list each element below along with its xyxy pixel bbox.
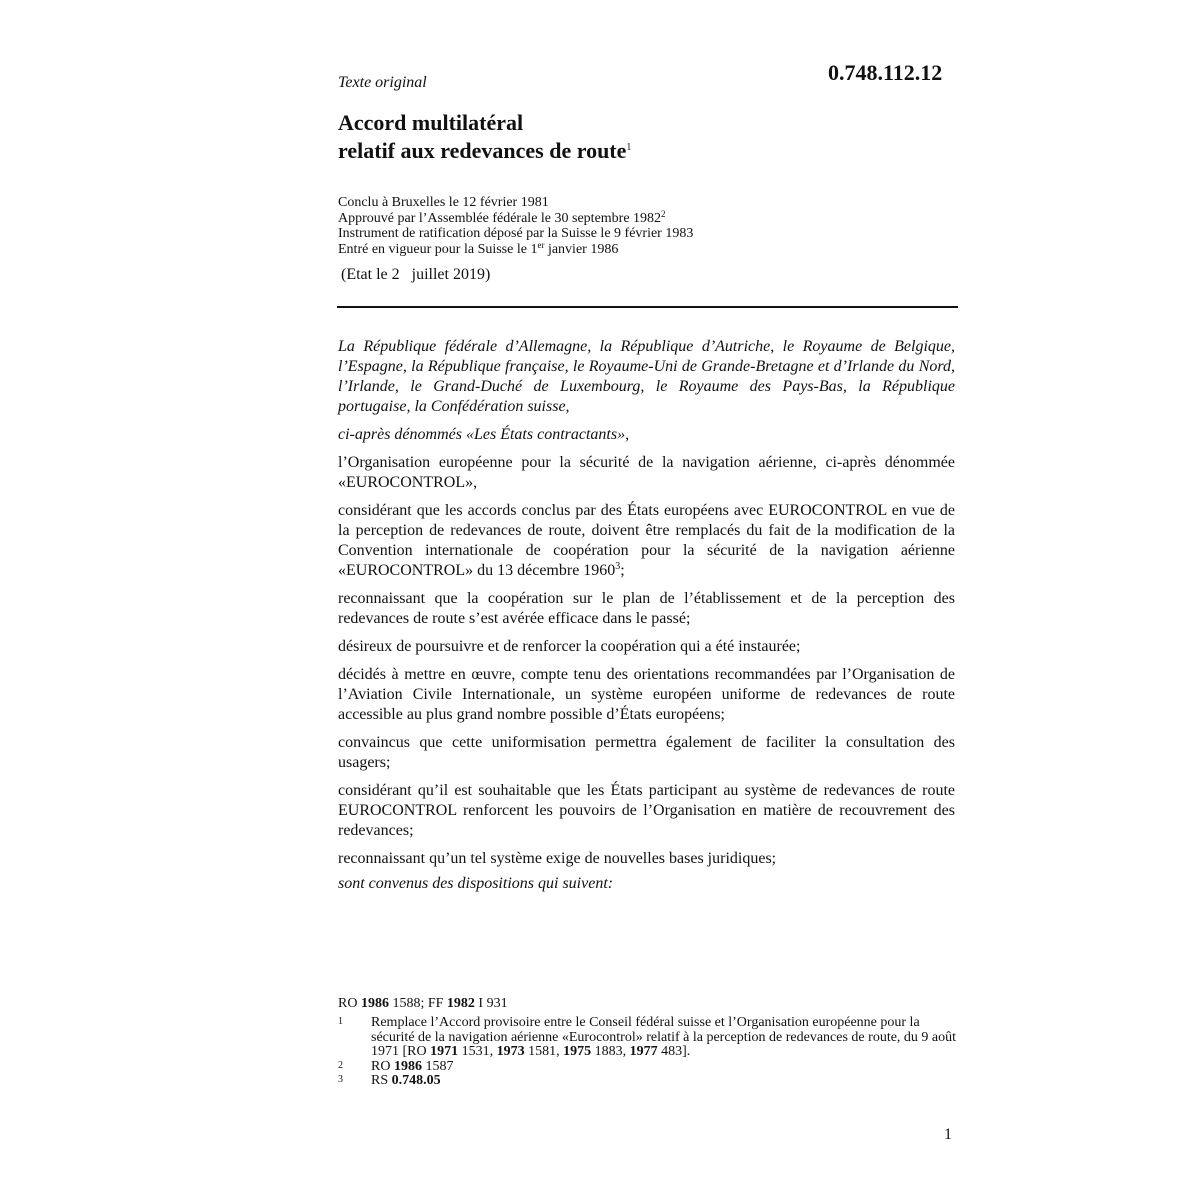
footnote-1 xyxy=(338,1016,958,1060)
title-line-1: Accord multilatéral xyxy=(338,110,524,135)
considering-1-end: ; xyxy=(620,562,625,579)
fn1-page-2: 1581, xyxy=(524,1044,564,1059)
approved-footnote-ref[interactable]: 2 xyxy=(661,208,666,219)
designated-paragraph: ci-après dénommés «Les États contractants», xyxy=(338,426,630,443)
fn3-label: RS xyxy=(371,1073,392,1088)
source-ff-year: 1982 xyxy=(446,996,475,1011)
considering-paragraph-1 xyxy=(338,501,955,581)
entry-text-before: Entré en vigueur pour la Suisse le 1 xyxy=(338,241,538,257)
source-reference xyxy=(338,996,508,1012)
title-footnote-ref[interactable]: 1 xyxy=(626,142,632,153)
footnote-1-number: 1 xyxy=(338,1016,343,1027)
preamble xyxy=(338,337,955,902)
source-ro-year: 1986 xyxy=(360,996,389,1011)
organisation-paragraph: l’Organisation européenne pour la sécurité de la navigation aérienne, ci-après dénommée «EUROCONTROL», xyxy=(338,454,955,491)
considering-1-text: considérant que les accords conclus par des États européens avec EUROCONTROL en vue de la perception de redevances de route, doivent être remplacés du fait de la modification de la Convention internationale de coopération pour la sécurité de la navigation aérienne «EUROCONTROL» du 13 décembre 1960 xyxy=(338,502,955,579)
fn2-page: 1587 xyxy=(421,1058,454,1074)
footnote-3-text xyxy=(371,1074,958,1089)
footnotes xyxy=(338,1016,958,1089)
original-text-label: Texte original xyxy=(338,74,427,91)
recognizing-paragraph-2: reconnaissant qu’un tel système exige de nouvelles bases juridiques; xyxy=(338,850,777,867)
fn2-year: 1986 xyxy=(393,1058,422,1074)
source-ff-page: I 931 xyxy=(474,996,508,1011)
concluded-line: Conclu à Bruxelles le 12 février 1981 xyxy=(338,195,549,210)
header-divider xyxy=(337,306,958,308)
footnote-3 xyxy=(338,1074,958,1089)
approved-text: Approuvé par l’Assemblée fédérale le 30 septembre 1982 xyxy=(338,210,662,226)
footnote-2 xyxy=(338,1060,958,1075)
convinced-paragraph: convaincus que cette uniformisation permettra également de faciliter la consultation des usagers; xyxy=(338,734,955,771)
considering-1-footnote-ref[interactable]: 3 xyxy=(615,561,621,572)
fn1-year-3: 1975 xyxy=(563,1044,592,1059)
fn1-page-4: 483]. xyxy=(657,1044,691,1059)
footnote-1-text xyxy=(371,1016,958,1060)
document-title xyxy=(338,110,631,163)
agreed-paragraph: sont convenus des dispositions qui suivent: xyxy=(338,875,614,892)
document-metadata xyxy=(338,195,693,257)
status-date: (Etat le 2 juillet 2019) xyxy=(341,266,491,283)
footnote-2-text xyxy=(371,1060,958,1075)
fn1-year-4: 1977 xyxy=(629,1044,658,1059)
source-ro-page: 1588; FF xyxy=(388,996,447,1011)
desiring-paragraph: désireux de poursuivre et de renforcer la coopération qui a été instaurée; xyxy=(338,638,801,655)
recognizing-paragraph-1: reconnaissant que la coopération sur le plan de l’établissement et de la perception des redevances de route s’est avérée efficace dans le passé; xyxy=(338,590,955,627)
ratification-line: Instrument de ratification déposé par la Suisse le 9 février 1983 xyxy=(338,226,694,241)
fn2-label: RO xyxy=(371,1058,394,1074)
source-ro-label: RO xyxy=(338,996,361,1011)
considering-paragraph-2: considérant qu’il est souhaitable que les États participant au système de redevances de route EUROCONTROL renforcent les pouvoirs de l’Organisation en matière de recouvrement des redevances; xyxy=(338,782,955,839)
fn1-body: Remplace l’Accord provisoire entre le Conseil fédéral suisse et l’Organisation européenne pour la sécurité de la navigation aérienne «Eurocontrol» relatif à la perception de redevances de route, du 9 août 1971 [RO xyxy=(371,1015,957,1059)
fn1-year-1: 1971 xyxy=(430,1044,459,1059)
rs-number: 0.748.112.12 xyxy=(828,60,943,85)
fn1-page-3: 1883, xyxy=(591,1044,630,1059)
page-number: 1 xyxy=(944,1126,952,1143)
title-line-2 xyxy=(338,135,631,163)
footnote-3-number: 3 xyxy=(338,1074,343,1085)
parties-paragraph: La République fédérale d’Allemagne, la République d’Autriche, le Royaume de Belgique, l’Espagne, la République française, le Royaume-Uni de Grande-Bretagne et d’Irlande du Nord, l’Irlande, le Grand-Duché de Luxembourg, le Royaume des Pays-Bas, la République portugaise, la Confédération suisse, xyxy=(338,338,955,415)
fn3-ref: 0.748.05 xyxy=(391,1073,441,1088)
footnote-2-number: 2 xyxy=(338,1059,343,1071)
decided-paragraph: décidés à mettre en œuvre, compte tenu des orientations recommandées par l’Organisation de l’Aviation Civile Internationale, un système européen uniforme de redevances de route accessible au plus grand nombre possible d’États européens; xyxy=(338,666,955,723)
title-line-2-text: relatif aux redevances de route xyxy=(338,138,627,163)
fn1-page-1: 1531, xyxy=(458,1044,497,1059)
entry-ordinal: er xyxy=(537,239,545,250)
approved-line xyxy=(338,208,693,227)
entry-into-force-line xyxy=(338,239,693,258)
fn1-year-2: 1973 xyxy=(496,1044,525,1059)
entry-text-after: janvier 1986 xyxy=(544,241,619,257)
